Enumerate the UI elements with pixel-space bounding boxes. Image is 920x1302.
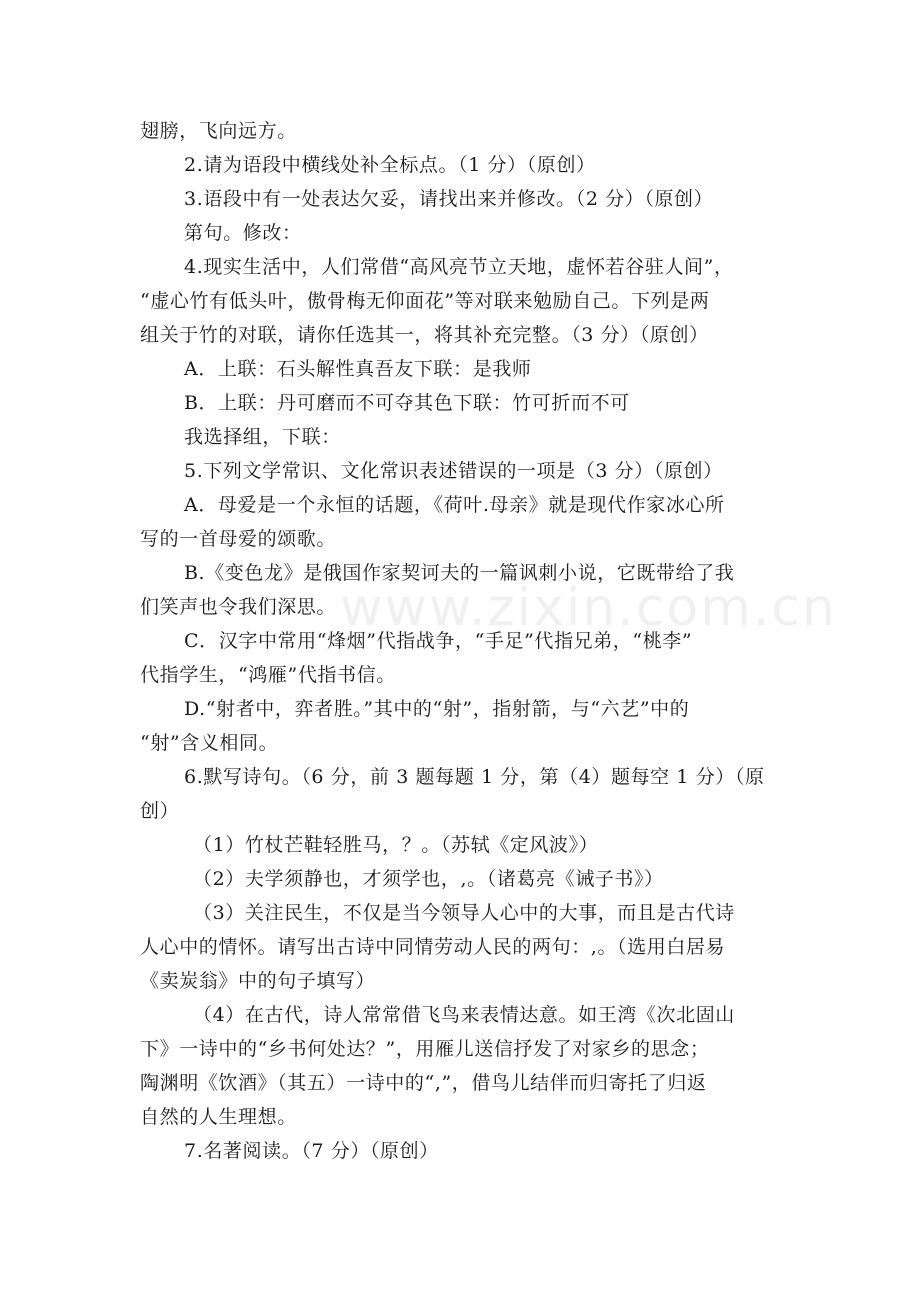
option-a: A．上联：石头解性真吾友下联：是我师 (184, 358, 532, 380)
option-c: C．汉字中常用“烽烟”代指战争，“手足”代指兄弟，“桃李” (184, 630, 693, 652)
sub-question-3: （3）关注民生，不仅是当今领导人心中的大事，而且是古代诗 (193, 902, 735, 924)
question-2: 2.请为语段中横线处补全标点。（1 分）（原创） (184, 154, 596, 176)
text-line: 《卖炭翁》中的句子填写） (140, 970, 376, 992)
option-a: A．母爱是一个永恒的话题，《荷叶.母亲》就是现代作家冰心所 (184, 494, 725, 516)
text-line: 自然的人生理想。 (140, 1106, 297, 1128)
text-line: “射”含义相同。 (140, 732, 279, 754)
text-line: 创） (140, 800, 180, 822)
question-3: 3.语段中有一处表达欠妥，请找出来并修改。（2 分）（原创） (184, 188, 714, 210)
answer-line: 第句。修改： (184, 222, 302, 244)
option-b: B．上联：丹可磨而不可夺其色下联：竹可折而不可 (184, 392, 630, 414)
text-line: 人心中的情怀。请写出古诗中同情劳动人民的两句：,。（选用白居易 (140, 936, 726, 958)
question-6: 6.默写诗句。（6 分，前 3 题每题 1 分，第（4）题每空 1 分）（原 (184, 766, 765, 788)
watermark: www.zixin.com.cn (340, 578, 837, 638)
option-b: B.《变色龙》是俄国作家契诃夫的一篇讽刺小说，它既带给了我 (184, 562, 735, 584)
sub-question-1: （1）竹杖芒鞋轻胜马，？。（苏轼《定风波》） (193, 834, 599, 856)
text-line: “虚心竹有低头叶，傲骨梅无仰面花”等对联来勉励自己。下列是两 (140, 290, 710, 312)
answer-line: 我选择组，下联： (184, 426, 341, 448)
text-line: 陶渊明《饮酒》（其五）一诗中的“,”，借鸟儿结伴而归寄托了归返 (140, 1072, 707, 1094)
option-d: D.“射者中，弈者胜。”其中的“射”，指射箭，与“六艺”中的 (184, 698, 690, 720)
text-line: 写的一首母爱的颂歌。 (140, 528, 337, 550)
question-4: 4.现实生活中，人们常借“高风亮节立天地，虚怀若谷驻人间”， (184, 256, 734, 278)
question-5: 5.下列文学常识、文化常识表述错误的一项是（3 分）（原创） (184, 460, 723, 482)
text-line: 组关于竹的对联，请你任选其一，将其补充完整。（3 分）（原创） (140, 324, 709, 346)
text-line: 翅膀，飞向远方。 (140, 120, 297, 142)
text-line: 下》一诗中的“乡书何处达？”，用雁儿送信抒发了对家乡的思念； (140, 1038, 710, 1060)
sub-question-4: （4）在古代，诗人常常借飞鸟来表情达意。如王湾《次北固山 (193, 1004, 735, 1026)
question-7: 7.名著阅读。（7 分）（原创） (184, 1140, 439, 1162)
text-line: 们笑声也令我们深思。 (140, 596, 337, 618)
sub-question-2: （2）夫学须静也，才须学也，,。（诸葛亮《诫子书》） (193, 868, 664, 890)
text-line: 代指学生，“鸿雁”代指书信。 (140, 664, 396, 686)
